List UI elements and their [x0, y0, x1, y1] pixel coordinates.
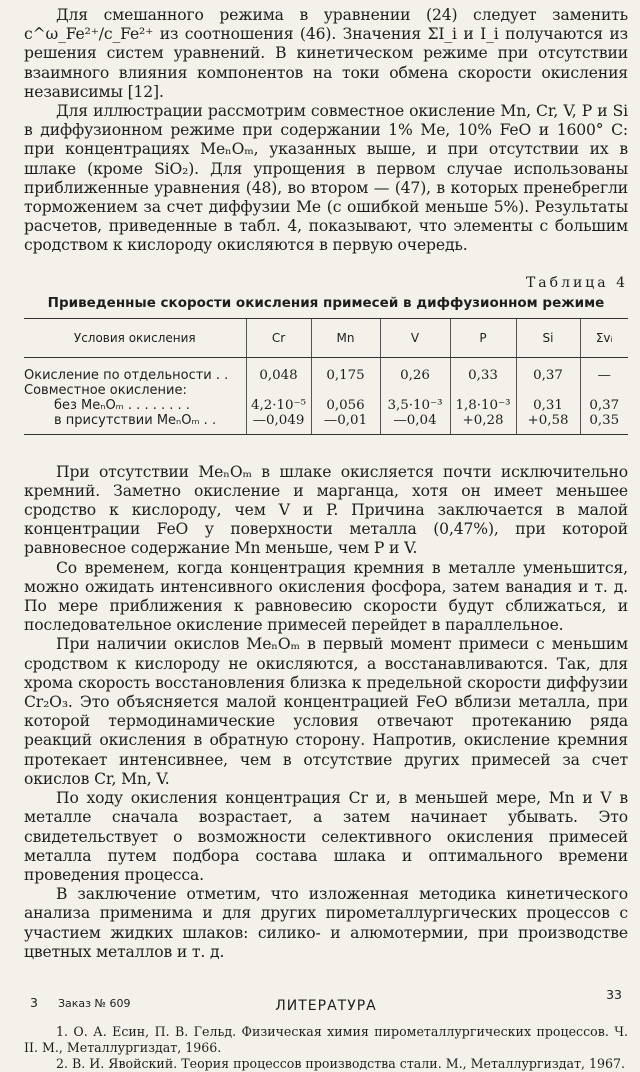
table-cell: 0,33	[450, 357, 516, 383]
table-cell	[380, 383, 450, 398]
paragraph: Для иллюстрации рассмотрим совместное окисление Mn, Cr, V, P и Si в диффузионном режиме при содержании 1% Me, 10% FeO и 1600° С: при концентрациях MeₙOₘ, указанных выше, и при отсутствии их в шлаке (кроме SiO₂). Для упрощения в первом случае использованы приближенные уравнения (48), во втором — (47), в которых пренебрегли торможением за счет диффузии Me (с ошибкой меньше 5%). Результаты расчетов, приведенные в табл. 4, показывают, что элементы с большим сродством к кислороду окисляются в первую очередь.	[24, 102, 628, 255]
literature-heading: ЛИТЕРАТУРА	[275, 997, 377, 1014]
table-cell: 1,8·10⁻³	[450, 398, 516, 413]
page	[24, 6, 628, 1072]
paragraph: Для смешанного режима в уравнении (24) следует заменить c^ω_Fe²⁺/c_Fe²⁺ из соотношения (46). Значения ΣI_i и I_i получаются из решения систем уравнений. В кинетическом режиме при отсутствии взаимного влияния компонентов на токи обмена скорости окисления независимы [12].	[24, 6, 628, 101]
paragraph: При отсутствии MeₙOₘ в шлаке окисляется почти исключительно кремний. Заметно окисление и марганца, хотя он имеет меньшее сродство к кислороду, чем V и P. Причина заключается в малой концентрации FeO у поверхности металла (0,47%), при которой равновесное содержание Mn меньше, чем P и V.	[24, 462, 628, 558]
table-header-cell: V	[380, 318, 450, 357]
table-caption: Таблица 4	[525, 274, 628, 291]
table-cell	[580, 383, 628, 398]
table-row	[24, 357, 628, 383]
table-cell: 0,31	[516, 398, 580, 413]
row-label: Окисление по отдельности . .	[24, 367, 229, 383]
table-cell: —0,04	[380, 413, 450, 435]
table-cell: 3,5·10⁻³	[380, 398, 450, 413]
paragraph: По ходу окисления концентрация Cr и, в меньшей мере, Mn и V в металле сначала возрастает, а затем начинает убывать. Это свидетельствует о возможности селективного окисления примесей металла путем подбора состава шлака и оптимального времени проведения процесса.	[24, 789, 628, 884]
table-header-cell: P	[450, 318, 516, 357]
table-cell	[246, 383, 311, 398]
row-label: Совместное окисление:	[24, 382, 187, 398]
page-number: 33	[606, 987, 622, 1002]
table-header-cell: Si	[516, 318, 580, 357]
table-cell: 0,056	[311, 398, 380, 413]
table-cell: —0,049	[246, 413, 311, 435]
table-cell: 4,2·10⁻⁵	[246, 398, 311, 413]
table-cell: 0,37	[516, 357, 580, 383]
table-cell: —	[580, 357, 628, 383]
table-header-cell: Σvᵢ	[580, 318, 628, 357]
table-row	[24, 413, 628, 435]
table-header-cell: Условия окисления	[24, 318, 246, 357]
order-number: Заказ № 609	[58, 997, 131, 1010]
table-cell: +0,28	[450, 413, 516, 435]
table-cell: 0,37	[580, 398, 628, 413]
signature-mark: 3	[30, 995, 38, 1010]
table-header-cell: Mn	[311, 318, 380, 357]
table-cell: 0,35	[580, 413, 628, 435]
spacer	[24, 435, 628, 463]
table-cell: +0,58	[516, 413, 580, 435]
table-cell: 0,26	[380, 357, 450, 383]
table-cell: 0,175	[311, 357, 380, 383]
paragraph: При наличии окислов MeₙOₘ в первый момент примеси с меньшим сродством к кислороду не окисляются, а восстанавливаются. Так, для хрома скорость восстановления близка к предельной скорости диффузии Cr₂O₃. Это объясняется малой концентрацией FeO вблизи металла, при которой термодинамические условия отвечают протеканию ряда реакций окисления в обратную сторону. Напротив, окисление кремния протекает интенсивнее, чем в отсутствие других примесей за счет окислов Cr, Mn, V.	[24, 635, 628, 788]
table-header-row	[24, 318, 628, 357]
table-row	[24, 383, 628, 398]
table-cell	[516, 383, 580, 398]
reference-item: 2. В. И. Явойский. Теория процессов производства стали. М., Металлургиздат, 1967.	[56, 1055, 626, 1071]
table-cell	[450, 383, 516, 398]
row-label: в присутствии MeₙOₘ . .	[24, 413, 246, 435]
table-row	[24, 398, 628, 413]
reference-item: 1. О. А. Есин, П. В. Гельд. Физическая химия пирометаллургических процессов. Ч. II. М., Металлургиздат, 1966.	[24, 1023, 628, 1055]
table-cell	[311, 383, 380, 398]
oxidation-rate-table	[24, 318, 628, 435]
table-cell: —0,01	[311, 413, 380, 435]
page-footer	[30, 987, 622, 1015]
table-title: Приведенные скорости окисления примесей в диффузионном режиме	[47, 294, 605, 311]
paragraph: В заключение отметим, что изложенная методика кинетического анализа применима и для других пирометаллургических процессов с участием жидких шлаков: силико- и алюмотермии, при производстве цветных металлов и т. д.	[24, 885, 628, 961]
table-header-cell: Cr	[246, 318, 311, 357]
table-cell: 0,048	[246, 357, 311, 383]
paragraph: Со временем, когда концентрация кремния в металле уменьшится, можно ожидать интенсивного окисления фосфора, затем ванадия и т. д. По мере приближения к равновесию скорости будут сближаться, и последовательное окисление примесей перейдет в параллельное.	[24, 558, 628, 635]
row-label: без MeₙOₘ . . . . . . . .	[54, 397, 190, 413]
